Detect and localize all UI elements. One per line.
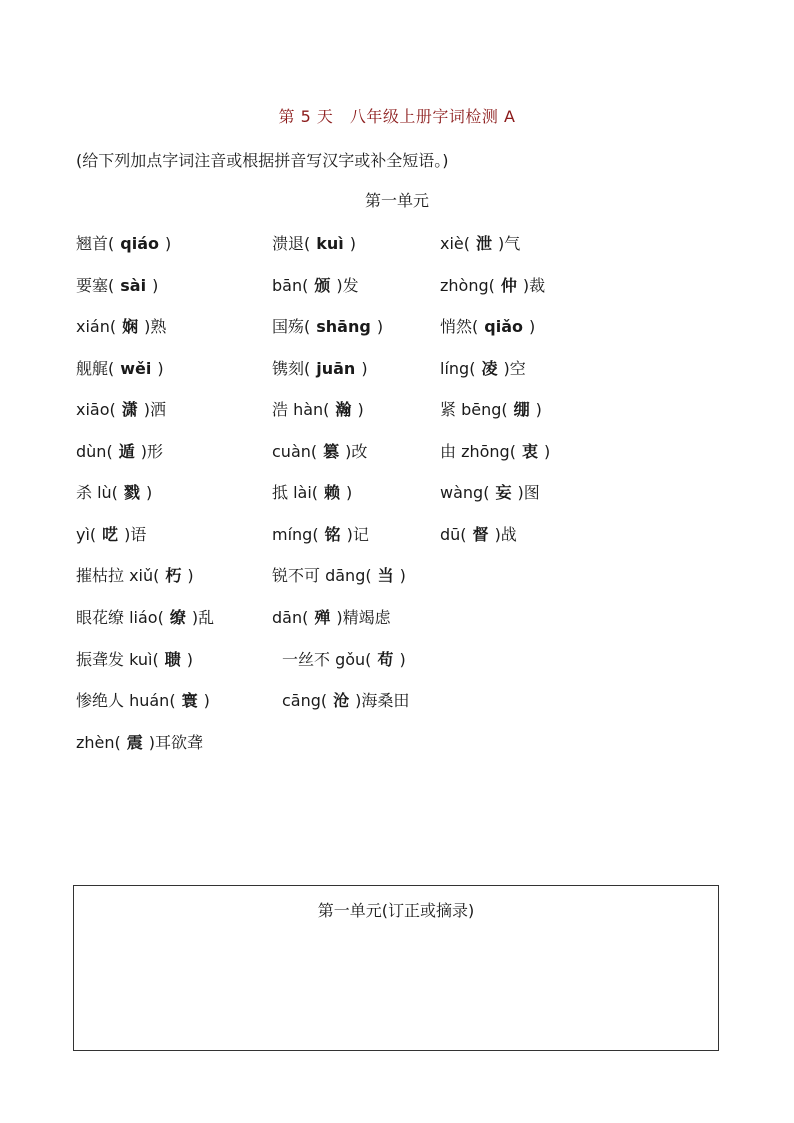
- word-item: [440, 522, 517, 545]
- word-answer: 瀚: [335, 400, 352, 419]
- word-suffix: ): [376, 317, 384, 336]
- word-row: [0, 522, 794, 546]
- word-suffix: )熟: [144, 317, 167, 336]
- word-item: [76, 397, 166, 420]
- word-prefix: xián(: [76, 317, 117, 336]
- word-prefix: 溃退(: [272, 234, 311, 253]
- word-row: [0, 480, 794, 504]
- word-row: [0, 730, 794, 754]
- word-prefix: 摧枯拉 xiǔ(: [76, 566, 160, 585]
- word-answer: 妄: [495, 483, 512, 502]
- word-prefix: míng(: [272, 525, 319, 544]
- word-answer: 衷: [521, 442, 538, 461]
- word-answer: 当: [377, 566, 394, 585]
- word-answer: juān: [316, 359, 356, 378]
- word-item: [76, 647, 193, 670]
- word-row: [0, 356, 794, 380]
- word-prefix: 振聋发 kuì(: [76, 650, 159, 669]
- word-suffix: ): [535, 400, 542, 419]
- word-item: [272, 563, 406, 586]
- word-suffix: )洒: [143, 400, 167, 419]
- word-suffix: ): [346, 483, 353, 502]
- word-row: [0, 563, 794, 587]
- word-item: [440, 314, 535, 337]
- word-suffix: )记: [346, 525, 369, 544]
- word-row: [0, 397, 794, 421]
- word-suffix: )形: [140, 442, 163, 461]
- word-answer: qiǎo: [484, 317, 523, 336]
- word-item: [440, 273, 545, 296]
- word-row: [0, 647, 794, 671]
- word-answer: 朽: [165, 566, 182, 585]
- word-suffix: ): [152, 276, 159, 295]
- page-title: 第 5 天 八年级上册字词检测 A: [278, 107, 516, 126]
- word-prefix: 由 zhōng(: [440, 442, 516, 461]
- word-suffix: )语: [124, 525, 147, 544]
- word-answer: kuì: [316, 234, 344, 253]
- word-prefix: 紧 bēng(: [440, 400, 508, 419]
- word-answer: sài: [120, 276, 147, 295]
- word-prefix: 抵 lài(: [272, 483, 319, 502]
- word-prefix: 浩 hàn(: [272, 400, 330, 419]
- word-answer: 仲: [500, 276, 517, 295]
- word-item: [272, 605, 391, 628]
- word-suffix: )图: [517, 483, 540, 502]
- word-prefix: dùn(: [76, 442, 113, 461]
- word-answer: 泄: [476, 234, 493, 253]
- word-row: [0, 314, 794, 338]
- word-suffix: )裁: [522, 276, 546, 295]
- word-suffix: )海桑田: [355, 691, 410, 710]
- word-answer: 缭: [169, 608, 186, 627]
- word-item: [76, 439, 163, 462]
- word-prefix: yì(: [76, 525, 97, 544]
- word-answer: 寰: [181, 691, 198, 710]
- word-item: [76, 356, 164, 379]
- word-item: [76, 522, 146, 545]
- word-answer: 苟: [377, 650, 394, 669]
- word-suffix: ): [157, 359, 164, 378]
- word-prefix: 一丝不 gǒu(: [282, 650, 372, 669]
- word-suffix: )发: [336, 276, 359, 295]
- word-item: [272, 356, 368, 379]
- word-item: [272, 273, 359, 296]
- word-answer: 潇: [121, 400, 138, 419]
- word-item: [76, 563, 194, 586]
- word-suffix: )战: [494, 525, 517, 544]
- word-answer: 沧: [333, 691, 350, 710]
- word-suffix: ): [186, 650, 193, 669]
- word-answer: 颁: [314, 276, 331, 295]
- word-answer: qiáo: [120, 234, 159, 253]
- word-prefix: zhèn(: [76, 733, 121, 752]
- word-suffix: ): [164, 234, 172, 253]
- word-suffix: ): [399, 566, 406, 585]
- word-answer: 绷: [513, 400, 530, 419]
- word-prefix: xiāo(: [76, 400, 116, 419]
- word-prefix: dū(: [440, 525, 467, 544]
- word-item: [440, 356, 526, 379]
- correction-box: [73, 885, 719, 1051]
- word-answer: 遁: [118, 442, 135, 461]
- word-prefix: 舰艉(: [76, 359, 115, 378]
- word-prefix: wàng(: [440, 483, 490, 502]
- word-item: [282, 647, 406, 670]
- word-prefix: cāng(: [282, 691, 328, 710]
- word-prefix: 国殇(: [272, 317, 311, 336]
- word-prefix: 悄然(: [440, 317, 479, 336]
- word-row: [0, 273, 794, 297]
- word-item: [272, 231, 356, 254]
- word-answer: 呓: [102, 525, 119, 544]
- word-prefix: 锐不可 dāng(: [272, 566, 372, 585]
- word-suffix: ): [399, 650, 406, 669]
- word-item: [440, 397, 542, 420]
- word-suffix: )精竭虑: [336, 608, 391, 627]
- word-row: [0, 231, 794, 255]
- word-prefix: 眼花缭 liáo(: [76, 608, 164, 627]
- word-answer: 娴: [122, 317, 139, 336]
- word-suffix: )耳欲聋: [148, 733, 204, 752]
- word-item: [76, 273, 158, 296]
- word-item: [76, 231, 171, 254]
- word-suffix: )乱: [191, 608, 215, 627]
- word-answer: 凌: [481, 359, 498, 378]
- word-prefix: 惨绝人 huán(: [76, 691, 176, 710]
- word-item: [440, 480, 540, 503]
- word-suffix: ): [361, 359, 368, 378]
- correction-box-title: 第一单元(订正或摘录): [317, 901, 475, 920]
- word-suffix: ): [187, 566, 194, 585]
- word-item: [272, 480, 352, 503]
- word-prefix: 镌刻(: [272, 359, 311, 378]
- word-prefix: dān(: [272, 608, 309, 627]
- word-answer: shāng: [316, 317, 371, 336]
- word-suffix: ): [543, 442, 551, 461]
- word-suffix: ): [349, 234, 357, 253]
- word-answer: wěi: [120, 359, 152, 378]
- word-item: [440, 439, 550, 462]
- word-prefix: líng(: [440, 359, 476, 378]
- word-prefix: 杀 lù(: [76, 483, 118, 502]
- word-item: [282, 688, 409, 711]
- word-item: [272, 314, 383, 337]
- word-answer: 殚: [314, 608, 331, 627]
- word-suffix: ): [357, 400, 364, 419]
- word-row: [0, 605, 794, 629]
- word-item: [272, 439, 367, 462]
- word-suffix: )气: [498, 234, 521, 253]
- word-prefix: bān(: [272, 276, 309, 295]
- word-answer: 戮: [123, 483, 140, 502]
- word-row: [0, 688, 794, 712]
- word-answer: 聩: [164, 650, 181, 669]
- word-item: [76, 605, 214, 628]
- word-suffix: )改: [345, 442, 368, 461]
- word-suffix: ): [528, 317, 536, 336]
- word-suffix: )空: [503, 359, 526, 378]
- word-answer: 赖: [324, 483, 341, 502]
- word-item: [272, 397, 364, 420]
- word-answer: 篡: [323, 442, 340, 461]
- word-answer: 铭: [324, 525, 341, 544]
- word-answer: 督: [472, 525, 489, 544]
- word-prefix: cuàn(: [272, 442, 318, 461]
- word-item: [440, 231, 520, 254]
- unit-heading: 第一单元: [364, 191, 429, 210]
- word-prefix: zhòng(: [440, 276, 495, 295]
- word-suffix: ): [203, 691, 210, 710]
- word-item: [76, 480, 152, 503]
- word-item: [76, 314, 166, 337]
- word-prefix: xiè(: [440, 234, 470, 253]
- word-row: [0, 439, 794, 463]
- word-prefix: 翘首(: [76, 234, 115, 253]
- word-answer: 震: [126, 733, 143, 752]
- word-prefix: 要塞(: [76, 276, 115, 295]
- word-item: [272, 522, 369, 545]
- word-item: [76, 730, 203, 753]
- word-suffix: ): [145, 483, 153, 502]
- word-item: [76, 688, 210, 711]
- instructions: (给下列加点字词注音或根据拼音写汉字或补全短语。): [76, 151, 449, 170]
